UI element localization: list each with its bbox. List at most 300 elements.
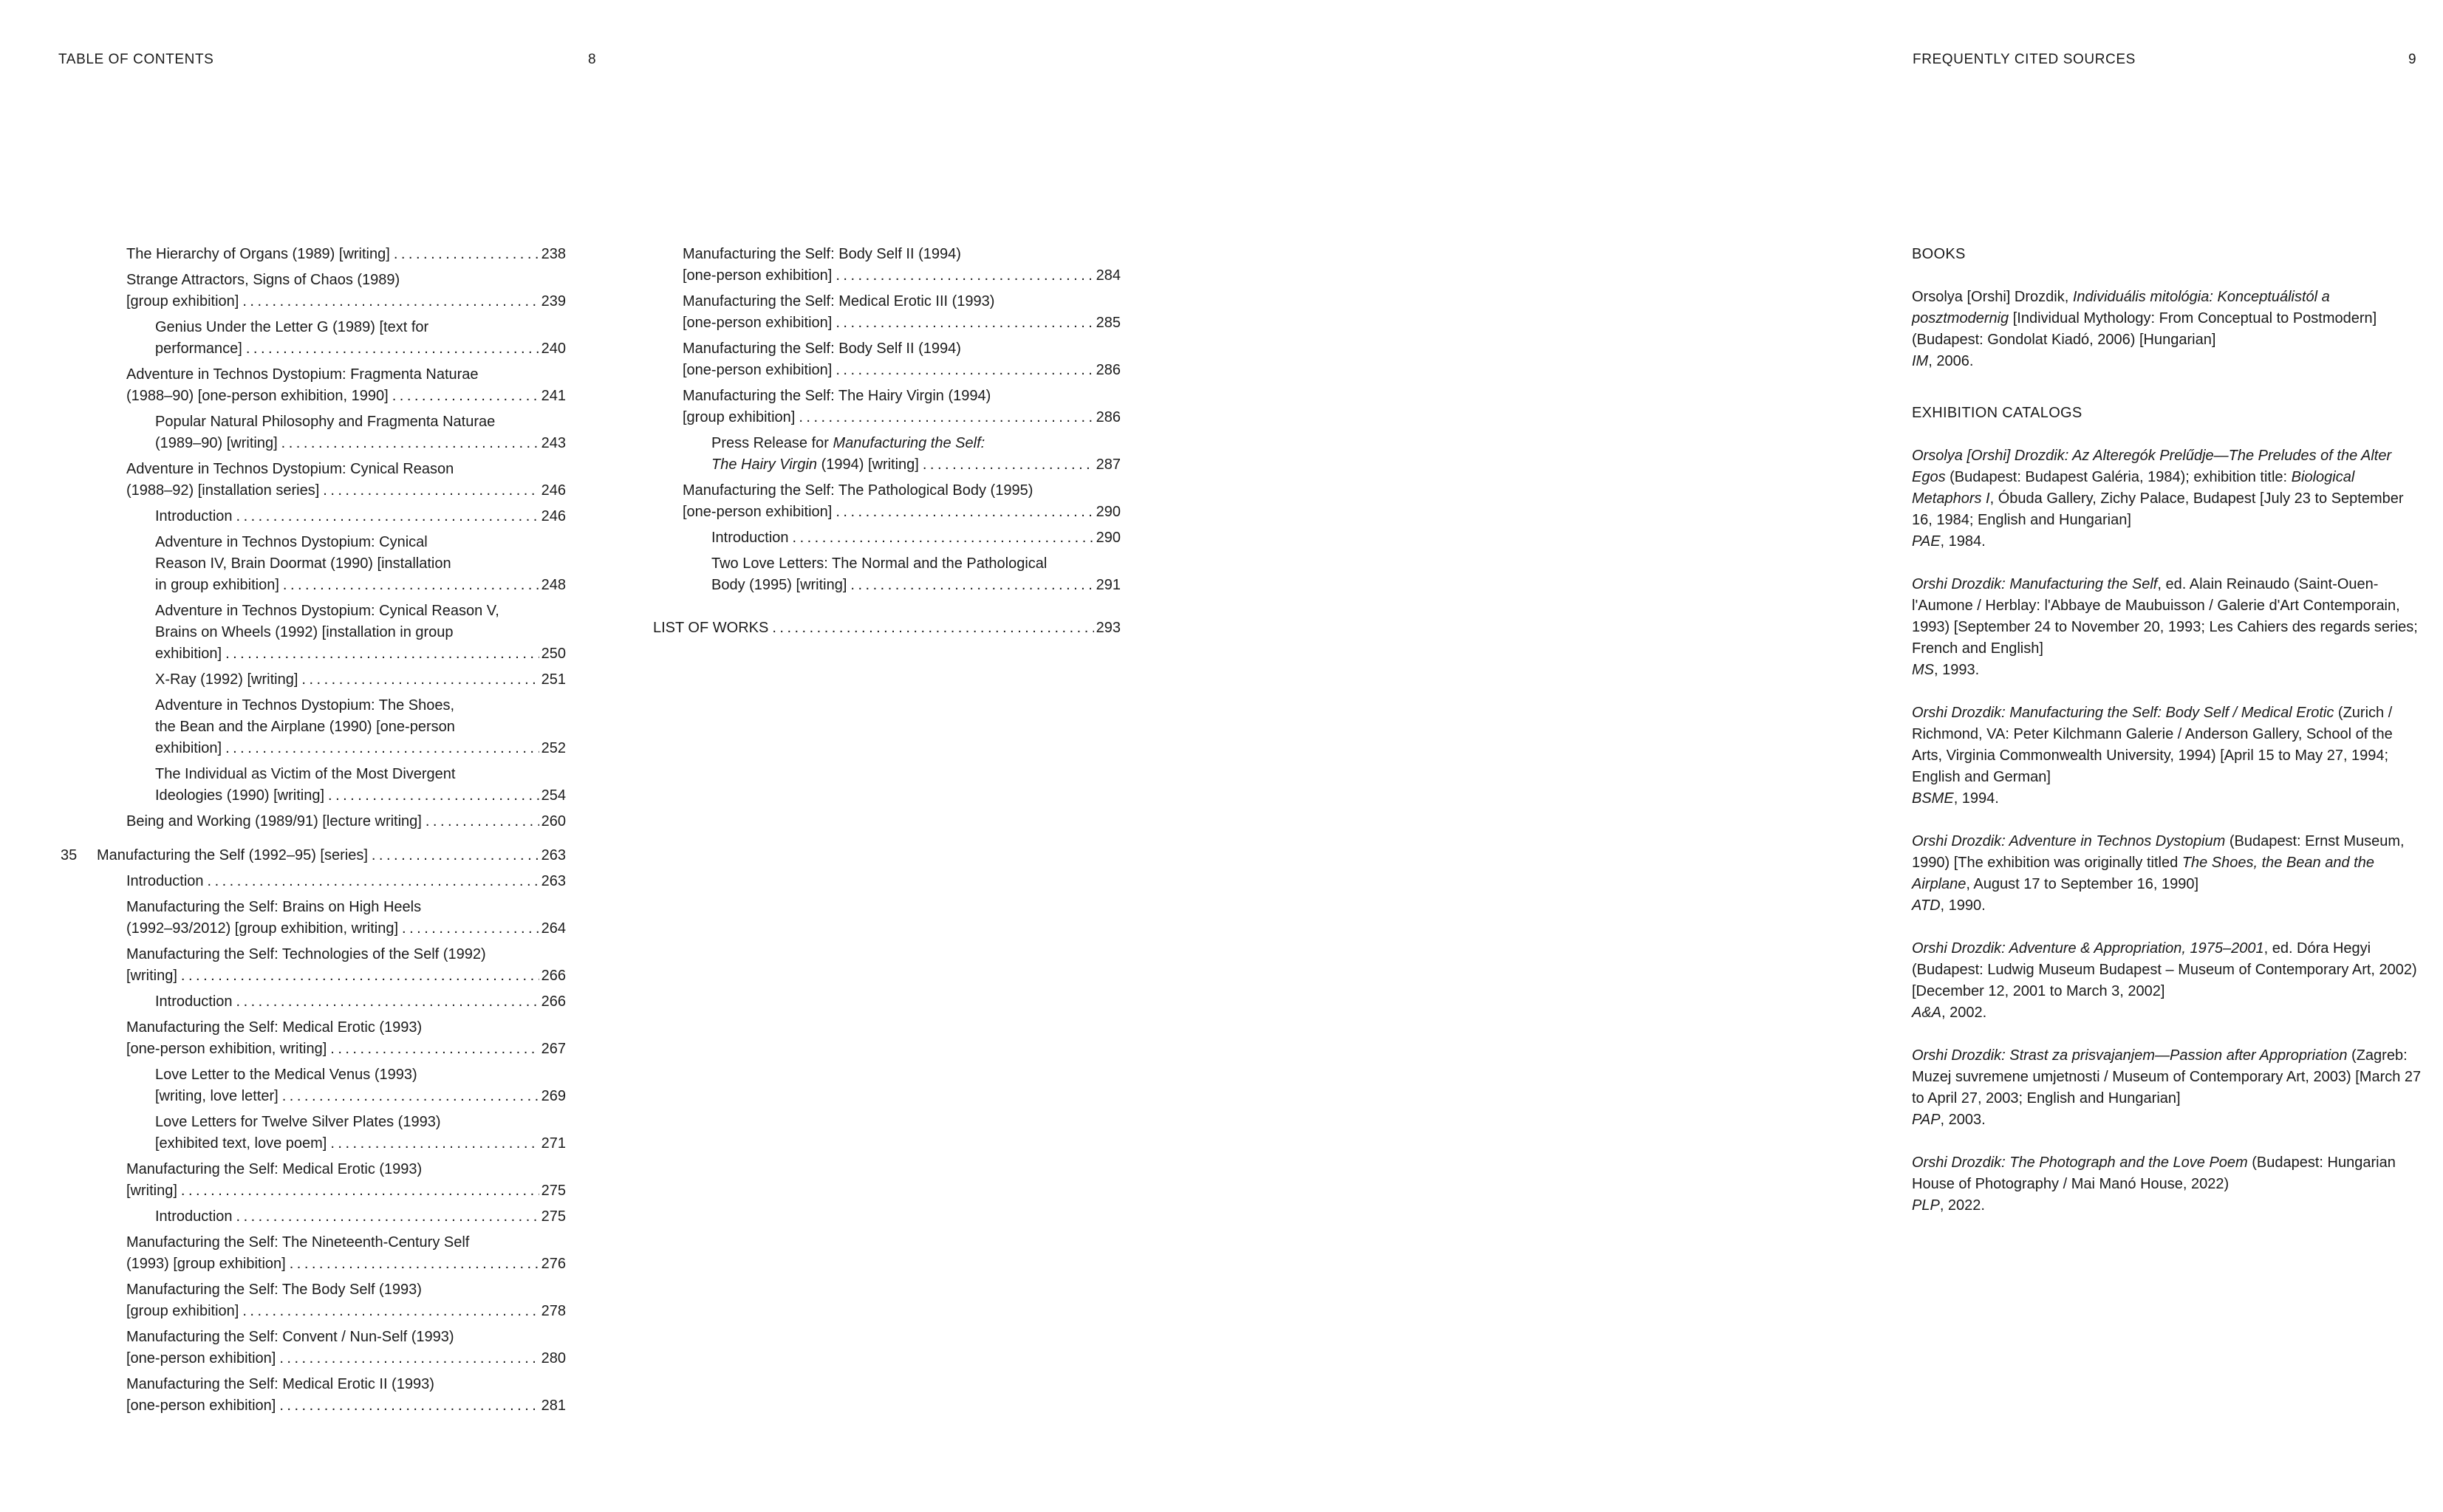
text-run: [one-person exhibition] — [683, 362, 833, 378]
toc-entry-title — [155, 738, 222, 759]
toc-page-ref: 275 — [541, 1208, 566, 1225]
italic-text-run: IM — [1912, 353, 1929, 369]
citation-abbreviation — [1912, 1195, 2425, 1217]
italic-text-run: Biological Metaphors I — [1912, 469, 2355, 507]
citation-abbreviation — [1912, 660, 2425, 681]
italic-text-run: PLP — [1912, 1197, 1940, 1214]
toc-line — [126, 1039, 566, 1060]
toc-entry — [126, 897, 566, 940]
toc-line — [97, 845, 566, 866]
text-run: (1989–90) [writing] — [155, 435, 278, 451]
dot-leader — [236, 506, 539, 527]
text-run: (Zagreb: Muzej suvremene umjetnosti / Museum of Contemporary Art, 2003) [March 27 to April 27, 2003; English and Hungarian] — [1912, 1047, 2422, 1106]
toc-line — [126, 811, 566, 832]
text-run: Popular Natural Philosophy and Fragmenta Naturae — [155, 414, 496, 430]
toc-entry-title — [126, 811, 422, 832]
toc-entry — [155, 317, 566, 360]
toc-page-ref: 240 — [541, 341, 566, 357]
dot-leader — [236, 991, 539, 1013]
toc-page-ref: 238 — [541, 246, 566, 262]
dot-leader — [850, 575, 1093, 596]
toc-line — [155, 317, 566, 338]
toc-page-ref: 254 — [541, 787, 566, 804]
citation — [1912, 702, 2425, 810]
toc-entry-title — [155, 1086, 279, 1107]
italic-text-run: The Shoes, the Bean and the Airplane — [1912, 855, 2374, 892]
toc-line — [683, 312, 1121, 334]
toc-entry — [126, 1232, 566, 1275]
dot-leader — [208, 871, 539, 892]
text-run: Manufacturing the Self (1992–95) [series] — [97, 847, 368, 863]
toc-line — [126, 459, 566, 480]
text-run: [writing, love letter] — [155, 1088, 279, 1104]
text-run: Introduction — [155, 508, 233, 524]
citation-text — [1912, 445, 2425, 531]
text-run: LIST OF WORKS — [653, 620, 769, 636]
toc-line — [126, 386, 566, 407]
dot-leader — [283, 575, 539, 596]
text-run: (1993) [group exhibition] — [126, 1256, 286, 1272]
citation — [1912, 574, 2425, 681]
toc-page-ref: 251 — [541, 671, 566, 688]
text-run: The Hierarchy of Organs (1989) [writing] — [126, 246, 390, 262]
toc-page-ref: 286 — [1096, 409, 1121, 425]
text-run: The Individual as Victim of the Most Divergent — [155, 766, 456, 782]
text-run: , ed. Alain Reinaudo (Saint-Ouen-l'Aumone / Herblay: l'Abbaye de Maubuisson / Galerie d'Art Contemporain, 1993) [September 24 to November 20, 1993; Les Cahiers des regards series; French and English] — [1912, 576, 2418, 657]
text-run: Introduction — [126, 873, 204, 889]
toc-line — [155, 601, 566, 622]
toc-page-ref: 291 — [1096, 577, 1121, 593]
toc-line — [155, 669, 566, 691]
text-run: in group exhibition] — [155, 577, 279, 593]
dot-leader — [793, 527, 1094, 549]
text-run: , 2022. — [1939, 1197, 1985, 1214]
text-run: Manufacturing the Self: The Pathological Body (1995) — [683, 482, 1033, 499]
toc-page-ref: 243 — [541, 435, 566, 451]
toc-entry — [683, 244, 1121, 287]
toc-line — [155, 532, 566, 553]
text-run: , ed. Dóra Hegyi (Budapest: Ludwig Museum Budapest – Museum of Contemporary Art, 2002) [December 12, 2001 to March 3, 2002] — [1912, 940, 2417, 999]
toc-line — [155, 553, 566, 575]
toc-page-ref: 290 — [1096, 530, 1121, 546]
text-run: Press Release for — [711, 435, 833, 451]
text-run: , 2003. — [1940, 1112, 1986, 1128]
dot-leader — [330, 1039, 539, 1060]
toc-page-ref: 241 — [541, 388, 566, 404]
toc-line — [155, 785, 566, 807]
toc-entry-title — [683, 360, 832, 381]
citation — [1912, 831, 2425, 917]
toc-entry-title — [126, 965, 177, 987]
toc-line — [155, 991, 566, 1013]
toc-entry — [155, 601, 566, 665]
toc-line — [126, 871, 566, 892]
toc-entry — [155, 764, 566, 807]
toc-line — [126, 965, 566, 987]
dot-leader — [836, 360, 1093, 381]
toc-entry — [653, 618, 1121, 639]
toc-page-ref: 290 — [1096, 504, 1121, 520]
toc-line — [126, 918, 566, 940]
toc-entry-title — [126, 871, 204, 892]
toc-line — [126, 1180, 566, 1202]
text-run: [one-person exhibition] — [126, 1350, 276, 1366]
text-run: [one-person exhibition] — [126, 1398, 276, 1414]
dot-leader — [923, 454, 1094, 476]
toc-entry — [155, 669, 566, 691]
toc-line — [683, 480, 1121, 502]
text-run: , 1993. — [1934, 662, 1980, 678]
toc-entry — [155, 532, 566, 596]
italic-text-run: Orshi Drozdik: Manufacturing the Self — [1912, 576, 2158, 592]
dot-leader — [392, 386, 539, 407]
toc-line — [683, 244, 1121, 265]
toc-line — [126, 1253, 566, 1275]
toc-page-ref: 266 — [541, 968, 566, 984]
toc-line — [711, 527, 1121, 549]
toc-page-ref: 285 — [1096, 315, 1121, 331]
text-run: (1992–93/2012) [group exhibition, writing] — [126, 920, 399, 937]
text-run: [exhibited text, love poem] — [155, 1135, 327, 1152]
text-run: Introduction — [155, 1208, 233, 1225]
toc-page-ref: 293 — [1096, 620, 1121, 636]
dot-leader — [836, 265, 1093, 287]
dot-leader — [242, 291, 539, 312]
toc-line — [155, 1112, 566, 1133]
text-run: Adventure in Technos Dystopium: Cynical — [155, 534, 428, 550]
toc-page-ref: 264 — [541, 920, 566, 937]
text-run: Manufacturing the Self: Medical Erotic (1993) — [126, 1019, 423, 1036]
toc-entry-title — [126, 1348, 276, 1369]
toc-page-ref: 239 — [541, 293, 566, 309]
citation-abbreviation — [1912, 351, 2425, 372]
toc-entry-title — [155, 785, 324, 807]
text-run: Two Love Letters: The Normal and the Pathological — [711, 555, 1048, 572]
toc-entry — [155, 411, 566, 454]
running-head-right: FREQUENTLY CITED SOURCES — [1913, 52, 2136, 67]
toc-line — [711, 433, 1121, 454]
toc-entry — [683, 338, 1121, 381]
text-run: , 2006. — [1928, 353, 1974, 369]
text-run: Manufacturing the Self: Technologies of the Self (1992) — [126, 946, 486, 962]
toc-entry — [155, 506, 566, 527]
toc-entry — [155, 1112, 566, 1154]
italic-text-run: Orshi Drozdik: The Photograph and the Love Poem — [1912, 1154, 2248, 1171]
toc-entry — [126, 270, 566, 312]
toc-entry-title — [155, 669, 298, 691]
text-run: Manufacturing the Self: Medical Erotic II (1993) — [126, 1376, 434, 1392]
text-run: [one-person exhibition, writing] — [126, 1041, 327, 1057]
text-run: Orsolya [Orshi] Drozdik, — [1912, 289, 2073, 305]
toc-entry-title — [97, 845, 368, 866]
toc-page-ref: 263 — [541, 847, 566, 863]
dot-leader — [281, 433, 539, 454]
toc-entry-title — [155, 1133, 327, 1154]
text-run: (1994) [writing] — [817, 456, 919, 473]
toc-entry-title — [155, 506, 233, 527]
toc-line — [126, 1374, 566, 1395]
toc-entry — [711, 553, 1121, 596]
toc-page-ref: 252 — [541, 740, 566, 756]
text-run: (Budapest: Ernst Museum, 1990) [The exhibition was originally titled — [1912, 833, 2405, 871]
toc-entry-title — [683, 407, 795, 428]
text-run: X-Ray (1992) [writing] — [155, 671, 298, 688]
italic-text-run: Individuális mitológia: Konceptuálistól a posztmodernig — [1912, 289, 2330, 326]
italic-text-run: PAE — [1912, 533, 1941, 550]
text-run: [one-person exhibition] — [683, 315, 833, 331]
text-run: [Individual Mythology: From Conceptual to Postmodern] (Budapest: Gondolat Kiadó, 2006) [Hungarian] — [1912, 310, 2377, 348]
toc-entry — [711, 527, 1121, 549]
text-run: Manufacturing the Self: Medical Erotic (1993) — [126, 1161, 423, 1177]
citation-text — [1912, 1152, 2425, 1195]
toc-entry-title — [155, 991, 233, 1013]
toc-line — [126, 1301, 566, 1322]
text-run: , 1994. — [1953, 790, 1999, 807]
toc-line — [126, 1279, 566, 1301]
dot-leader — [225, 643, 539, 665]
dot-leader — [279, 1395, 539, 1417]
section-heading: BOOKS — [1912, 246, 1966, 262]
section-heading: EXHIBITION CATALOGS — [1912, 405, 2082, 421]
toc-line — [155, 643, 566, 665]
dot-leader — [394, 244, 539, 265]
toc-line — [683, 265, 1121, 287]
toc-entry-title — [711, 575, 847, 596]
toc-line — [126, 270, 566, 291]
text-run: [writing] — [126, 968, 177, 984]
text-run: Introduction — [711, 530, 789, 546]
dot-leader — [426, 811, 539, 832]
toc-entry — [683, 291, 1121, 334]
text-run: Manufacturing the Self: Medical Erotic III (1993) — [683, 293, 995, 309]
toc-line — [711, 553, 1121, 575]
text-run: , 1990. — [1940, 897, 1986, 914]
toc-line — [155, 716, 566, 738]
text-run: [writing] — [126, 1183, 177, 1199]
toc-column-2 — [653, 244, 1121, 643]
toc-line — [711, 575, 1121, 596]
toc-entry — [126, 944, 566, 987]
toc-line — [155, 506, 566, 527]
text-run: Strange Attractors, Signs of Chaos (1989) — [126, 272, 400, 288]
toc-line — [155, 1086, 566, 1107]
toc-entry-title — [155, 1206, 233, 1228]
citation — [1912, 938, 2425, 1024]
text-run: (1988–90) [one-person exhibition, 1990] — [126, 388, 389, 404]
text-run: Manufacturing the Self: Convent / Nun-Self (1993) — [126, 1329, 454, 1345]
toc-line — [683, 407, 1121, 428]
text-run: Adventure in Technos Dystopium: Cynical Reason V, — [155, 603, 499, 619]
toc-entry — [126, 1327, 566, 1369]
italic-text-run: BSME — [1912, 790, 1954, 807]
toc-line — [126, 1348, 566, 1369]
toc-line — [126, 364, 566, 386]
dot-leader — [836, 502, 1093, 523]
text-run: exhibition] — [155, 646, 222, 662]
text-run: [one-person exhibition] — [683, 267, 833, 284]
citation-abbreviation — [1912, 531, 2425, 553]
toc-entry-title — [126, 1395, 276, 1417]
dot-leader — [328, 785, 539, 807]
text-run: [group exhibition] — [126, 293, 239, 309]
text-run: , 2002. — [1941, 1005, 1987, 1021]
toc-page-ref: 276 — [541, 1256, 566, 1272]
dot-leader — [181, 1180, 539, 1202]
toc-entry — [61, 845, 566, 866]
toc-entry-title — [683, 502, 832, 523]
toc-page-ref: 284 — [1096, 267, 1121, 284]
toc-line — [126, 480, 566, 502]
dot-leader — [279, 1348, 539, 1369]
italic-text-run: Orshi Drozdik: Adventure in Technos Dystopium — [1912, 833, 2226, 849]
toc-page-ref: 246 — [541, 482, 566, 499]
italic-text-run: Orshi Drozdik: Manufacturing the Self: Body Self / Medical Erotic — [1912, 705, 2334, 721]
toc-page-ref: 266 — [541, 993, 566, 1010]
toc-line — [683, 360, 1121, 381]
dot-leader — [836, 312, 1093, 334]
toc-page-ref: 250 — [541, 646, 566, 662]
text-run: Manufacturing the Self: The Body Self (1993) — [126, 1282, 422, 1298]
toc-line — [683, 386, 1121, 407]
toc-entry — [126, 364, 566, 407]
toc-line — [126, 291, 566, 312]
dot-leader — [772, 618, 1093, 639]
toc-line — [155, 764, 566, 785]
toc-entry — [126, 811, 566, 832]
toc-line — [126, 244, 566, 265]
toc-page-ref: 278 — [541, 1303, 566, 1319]
dot-leader — [290, 1253, 539, 1275]
toc-line — [126, 944, 566, 965]
text-run: Brains on Wheels (1992) [installation in group — [155, 624, 454, 640]
toc-entry-title — [711, 454, 919, 476]
text-run: [group exhibition] — [683, 409, 796, 425]
toc-line — [155, 338, 566, 360]
italic-text-run: Orsolya [Orshi] Drozdik: Az Alteregók Prelűdje—The Preludes of the Alter Egos — [1912, 448, 2392, 485]
text-run: exhibition] — [155, 740, 222, 756]
toc-entry — [155, 991, 566, 1013]
toc-page-ref: 275 — [541, 1183, 566, 1199]
toc-line — [155, 433, 566, 454]
toc-page-ref: 267 — [541, 1041, 566, 1057]
citation — [1912, 445, 2425, 553]
citation-abbreviation — [1912, 1002, 2425, 1024]
toc-entry-title — [653, 618, 768, 639]
citation — [1912, 1045, 2425, 1131]
dot-leader — [246, 338, 539, 360]
toc-entry — [126, 244, 566, 265]
text-run: Genius Under the Letter G (1989) [text for — [155, 319, 429, 335]
dot-leader — [301, 669, 539, 691]
text-run: Manufacturing the Self: Body Self II (1994) — [683, 341, 961, 357]
dot-leader — [225, 738, 539, 759]
text-run: [group exhibition] — [126, 1303, 239, 1319]
citation-text — [1912, 702, 2425, 788]
toc-line — [126, 1159, 566, 1180]
text-run: (Budapest: Hungarian House of Photography / Mai Manó House, 2022) — [1912, 1154, 2396, 1192]
dot-leader — [372, 845, 539, 866]
toc-line — [155, 1206, 566, 1228]
dot-leader — [181, 965, 539, 987]
italic-text-run: The Hairy Virgin — [711, 456, 818, 473]
text-run: performance] — [155, 341, 242, 357]
citation — [1912, 287, 2425, 372]
dot-leader — [323, 480, 539, 502]
toc-entry-title — [683, 265, 832, 287]
text-run: , Óbuda Gallery, Zichy Palace, Budapest [July 23 to September 16, 1984; English and Hungarian] — [1912, 490, 2404, 528]
toc-entry-title — [155, 433, 278, 454]
dot-leader — [799, 407, 1093, 428]
toc-line — [155, 695, 566, 716]
toc-entry-title — [126, 1253, 286, 1275]
dot-leader — [330, 1133, 539, 1154]
toc-page-ref: 280 — [541, 1350, 566, 1366]
text-run: Love Letter to the Medical Venus (1993) — [155, 1067, 417, 1083]
text-run: Ideologies (1990) [writing] — [155, 787, 325, 804]
toc-line — [126, 1232, 566, 1253]
citation — [1912, 1152, 2425, 1217]
toc-line — [126, 1017, 566, 1039]
italic-text-run: A&A — [1912, 1005, 1942, 1021]
toc-entry — [155, 695, 566, 759]
toc-page-ref: 260 — [541, 813, 566, 829]
toc-entry-title — [711, 527, 789, 549]
italic-text-run: Orshi Drozdik: Adventure & Appropriation, 1975–2001 — [1912, 940, 2264, 957]
toc-entry — [126, 871, 566, 892]
toc-line — [126, 897, 566, 918]
toc-page-ref: 263 — [541, 873, 566, 889]
text-run: Introduction — [155, 993, 233, 1010]
italic-text-run: ATD — [1912, 897, 1941, 914]
text-run: Body (1995) [writing] — [711, 577, 847, 593]
text-run: Adventure in Technos Dystopium: Fragmenta Naturae — [126, 366, 479, 383]
toc-line — [155, 622, 566, 643]
toc-entry-title — [126, 291, 239, 312]
toc-column-1 — [61, 244, 566, 1421]
text-run: Reason IV, Brain Doormat (1990) [installation — [155, 555, 451, 572]
toc-entry — [126, 1374, 566, 1417]
toc-page-ref: 287 — [1096, 456, 1121, 473]
text-run: [one-person exhibition] — [683, 504, 833, 520]
dot-leader — [282, 1086, 539, 1107]
citation-text — [1912, 831, 2425, 895]
text-run: Being and Working (1989/91) [lecture writing] — [126, 813, 422, 829]
text-run: Adventure in Technos Dystopium: Cynical Reason — [126, 461, 454, 477]
toc-page-ref: 286 — [1096, 362, 1121, 378]
toc-page-ref: 271 — [541, 1135, 566, 1152]
toc-line — [155, 411, 566, 433]
sources-column — [1912, 244, 2425, 1238]
citation-text — [1912, 1045, 2425, 1109]
text-run: (Budapest: Budapest Galéria, 1984); exhibition title: — [1945, 469, 2292, 485]
toc-line — [126, 1327, 566, 1348]
toc-line — [155, 738, 566, 759]
text-run: , August 17 to September 16, 1990] — [1966, 876, 2199, 892]
toc-line — [711, 454, 1121, 476]
text-run: the Bean and the Airplane (1990) [one-person — [155, 719, 455, 735]
text-run: (1988–92) [installation series] — [126, 482, 320, 499]
toc-line — [653, 618, 1121, 639]
toc-entry — [155, 1064, 566, 1107]
text-run: Manufacturing the Self: The Nineteenth-Century Self — [126, 1234, 470, 1251]
toc-entry-title — [126, 918, 398, 940]
italic-text-run: Orshi Drozdik: Strast za prisvajanjem—Passion after Appropriation — [1912, 1047, 2348, 1064]
text-run: Adventure in Technos Dystopium: The Shoes, — [155, 697, 455, 714]
toc-entry-title — [126, 1180, 177, 1202]
toc-entry — [126, 1017, 566, 1060]
citation-text — [1912, 938, 2425, 1002]
toc-entry-title — [683, 312, 832, 334]
